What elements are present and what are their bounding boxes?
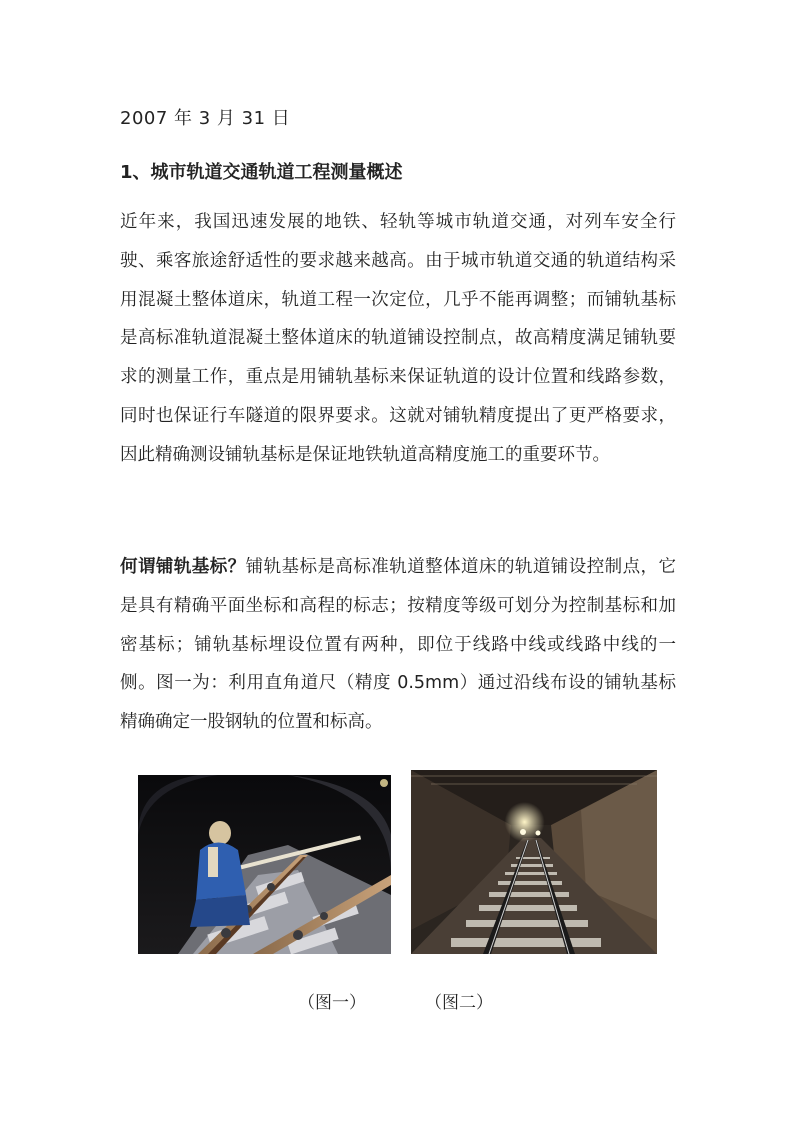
figure-2-photo <box>411 770 657 954</box>
intro-paragraph: 近年来，我国迅速发展的地铁、轻轨等城市轨道交通，对列车安全行驶、乘客旅途舒适性的要求越来越高。由于城市轨道交通的轨道结构采用混凝土整体道床，轨道工程一次定位，几乎不能再调整；而铺轨基标是高标准轨道混凝土整体道床的轨道铺设控制点，故高精度满足铺轨要求的测量工作，重点是用铺轨基标来保证轨道的设计位置和线路参数，同时也保证行车隧道的限界要求。这就对铺轨精度提出了更严格要求，因此精确测设铺轨基标是保证地铁轨道高精度施工的重要环节。 <box>120 212 676 465</box>
definition-lead: 何谓铺轨基标？ <box>120 557 246 577</box>
definition-body: 铺轨基标是高标准轨道整体道床的轨道铺设控制点，它是具有精确平面坐标和高程的标志；按精度等级可划分为控制基标和加密基标；铺轨基标埋设位置有两种，即位于线路中线或线路中线的一侧。图一为：利用直角道尺（精度 0.5mm）通过沿线布设的铺轨基标精确确定一股钢轨的位置和标高。 <box>120 557 677 733</box>
document-date: 2007 年 3 月 31 日 <box>120 108 291 129</box>
figure-1-photo <box>138 775 391 954</box>
section-heading: 1、城市轨道交通轨道工程测量概述 <box>120 162 403 183</box>
figure-1-caption: （图一） <box>298 993 366 1013</box>
definition-paragraph <box>120 548 676 742</box>
figure-2-caption: （图二） <box>425 993 493 1013</box>
